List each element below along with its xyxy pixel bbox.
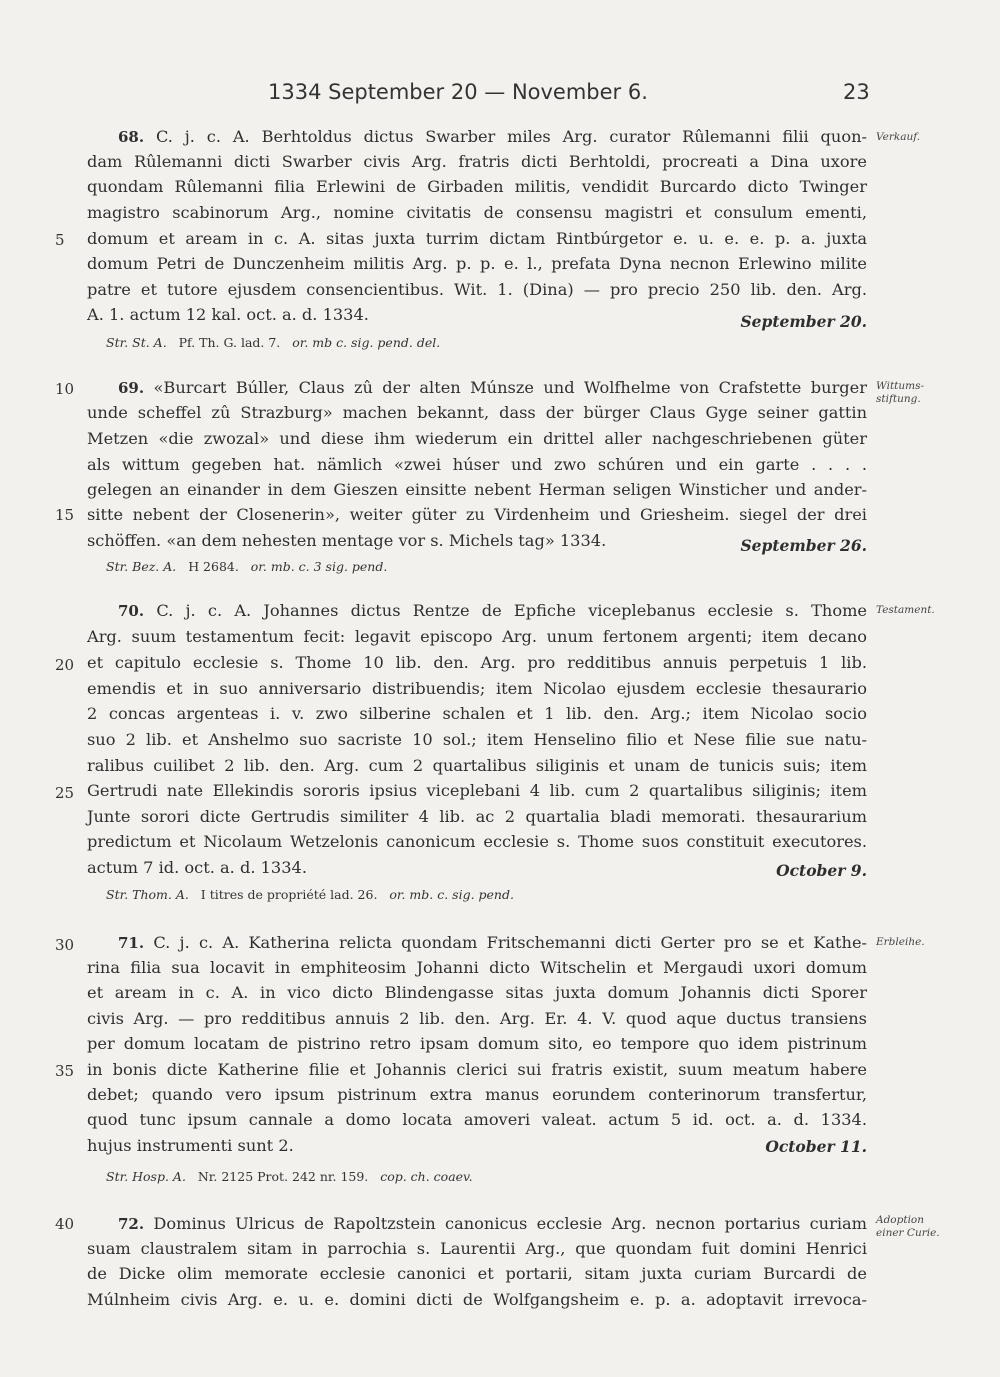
text-line: actum 7 id. oct. a. d. 1334. [87, 858, 307, 877]
text-line: A. 1. actum 12 kal. oct. a. d. 1334. [87, 305, 369, 324]
margin-note: Erbleihe. [876, 936, 925, 948]
text-line: 2 concas argenteas i. v. zwo silberine schalen et 1 lib. den. Arg.; item Nicolao socio [87, 704, 867, 723]
text-line: gelegen an einander in dem Gieszen einsitte nebent Herman seligen Winsticher und ander- [87, 480, 867, 499]
text-line: per domum locatam de pistrino retro ipsam domum sito, eo tempore quo idem pistrinum [87, 1034, 867, 1053]
text-line: dam Rûlemanni dicti Swarber civis Arg. fratris dicti Berhtoldi, procreati a Dina uxore [87, 152, 867, 171]
line-number: 30 [55, 936, 75, 954]
text-line: ralibus cuilibet 2 lib. den. Arg. cum 2 quartalibus siliginis et unam de tunicis suis; item [87, 756, 867, 775]
entry-number: 70. [118, 602, 145, 620]
text-line: quod tunc ipsum cannale a domo locata amoveri valeat. actum 5 id. oct. a. d. 1334. [87, 1110, 867, 1129]
text-line: magistro scabinorum Arg., nomine civitatis de consensu magistri et consulum ementi, [87, 203, 867, 222]
text-line: patre et tutore ejusdem consencientibus. Wit. 1. (Dina) — pro precio 250 lib. den. Arg. [87, 280, 867, 299]
text-line: 69. «Burcart Búller, Claus zû der alten Múnsze und Wolfhelme von Crafstette burger [118, 378, 867, 397]
entry-date: October 11. [765, 1137, 867, 1156]
line-number: 15 [55, 506, 75, 524]
margin-note: Adoption einer Curie. [876, 1214, 940, 1239]
source-note: Str. St. A. Pf. Th. G. lad. 7. or. mb c. sig. pend. del. [106, 335, 441, 350]
text-line: debet; quando vero ipsum pistrinum extra manus eorundem conterinorum transfertur, [87, 1085, 867, 1104]
text-line: sitte nebent der Closenerin», weiter güter zu Virdenheim und Griesheim. siegel der drei [87, 505, 867, 524]
text-line: de Dicke olim memorate ecclesie canonici et portarii, sitam juxta curiam Burcardi de [87, 1264, 867, 1283]
page-number: 23 [843, 80, 870, 104]
text-line: 70. C. j. c. A. Johannes dictus Rentze de Epfiche viceplebanus ecclesie s. Thome [118, 601, 867, 620]
source-note: Str. Hosp. A. Nr. 2125 Prot. 242 nr. 159. cop. ch. coaev. [106, 1169, 473, 1184]
text-line: schöffen. «an dem nehesten mentage vor s. Michels tag» 1334. [87, 531, 607, 550]
entry-number: 71. [118, 934, 145, 952]
text-line: Gertrudi nate Ellekindis sororis ipsius viceplebani 4 lib. cum 2 quartalibus siliginis; item [87, 781, 867, 800]
text-line: Arg. suum testamentum fecit: legavit episcopo Arg. unum fertonem argenti; item decano [87, 627, 867, 646]
line-number: 40 [55, 1215, 75, 1233]
text-line: predictum et Nicolaum Wetzelonis canonicum ecclesie s. Thome suos constituit executores. [87, 832, 867, 851]
text-line: civis Arg. — pro redditibus annuis 2 lib. den. Arg. Er. 4. V. quod aque ductus transiens [87, 1009, 867, 1028]
entry-date: September 26. [740, 536, 867, 555]
text-line: 71. C. j. c. A. Katherina relicta quondam Fritschemanni dicti Gerter pro se et Kathe- [118, 933, 867, 952]
entry-date: September 20. [740, 312, 867, 331]
entry-number: 69. [118, 379, 145, 397]
text-line: Múlnheim civis Arg. e. u. e. domini dicti de Wolfgangsheim e. p. a. adoptavit irrevoca- [87, 1290, 867, 1309]
text-line: emendis et in suo anniversario distribuendis; item Nicolao ejusdem ecclesie thesaurario [87, 679, 867, 698]
text-line: in bonis dicte Katherine filie et Johannis clerici sui fratris existit, suum meatum habere [87, 1060, 867, 1079]
margin-note: Wittums- stiftung. [876, 380, 925, 405]
entry-date: October 9. [776, 861, 867, 880]
page-title: 1334 September 20 — November 6. [268, 80, 648, 104]
source-note: Str. Bez. A. H 2684. or. mb. c. 3 sig. pend. [106, 559, 388, 574]
text-line: Junte sorori dicte Gertrudis similiter 4 lib. ac 2 quartalia bladi memorati. thesaurarium [87, 807, 867, 826]
text-line: domum et aream in c. A. sitas juxta turrim dictam Rintbúrgetor e. u. e. e. p. a. juxta [87, 229, 867, 248]
line-number: 5 [55, 231, 65, 249]
source-note: Str. Thom. A. I titres de propriété lad. 26. or. mb. c. sig. pend. [106, 887, 514, 902]
line-number: 20 [55, 656, 75, 674]
line-number: 35 [55, 1062, 75, 1080]
text-line: 72. Dominus Ulricus de Rapoltzstein canonicus ecclesie Arg. necnon portarius curiam [118, 1214, 867, 1233]
text-line: et capitulo ecclesie s. Thome 10 lib. den. Arg. pro redditibus annuis perpetuis 1 lib. [87, 653, 867, 672]
margin-note: Testament. [876, 604, 935, 616]
line-number: 10 [55, 380, 75, 398]
text-line: domum Petri de Dunczenheim militis Arg. p. p. e. l., prefata Dyna necnon Erlewino milite [87, 254, 867, 273]
text-line: 68. C. j. c. A. Berhtoldus dictus Swarber miles Arg. curator Rûlemanni filii quon- [118, 127, 867, 146]
text-line: et aream in c. A. in vico dicto Blindengasse sitas juxta domum Johannis dicti Sporer [87, 983, 867, 1002]
text-line: suam claustralem sitam in parrochia s. Laurentii Arg., que quondam fuit domini Henrici [87, 1239, 867, 1258]
text-line: als wittum gegeben hat. nämlich «zwei húser und zwo schúren und ein garte . . . . [87, 455, 867, 474]
text-line: rina filia sua locavit in emphiteosim Johanni dicto Witschelin et Mergaudi uxori domum [87, 958, 867, 977]
text-line: quondam Rûlemanni filia Erlewini de Girbaden militis, vendidit Burcardo dicto Twinger [87, 177, 867, 196]
text-line: Metzen «die zwozal» und diese ihm wiederum ein drittel aller nachgeschriebenen güter [87, 429, 867, 448]
entry-number: 72. [118, 1215, 145, 1233]
margin-note: Verkauf. [876, 131, 921, 143]
page-header [0, 80, 1000, 110]
text-line: suo 2 lib. et Anshelmo suo sacriste 10 sol.; item Henselino filio et Nese filie sue natu- [87, 730, 867, 749]
text-line: hujus instrumenti sunt 2. [87, 1136, 294, 1155]
entry-number: 68. [118, 128, 145, 146]
line-number: 25 [55, 784, 75, 802]
text-line: unde scheffel zû Strazburg» machen bekannt, dass der bürger Claus Gyge seiner gattin [87, 403, 867, 422]
